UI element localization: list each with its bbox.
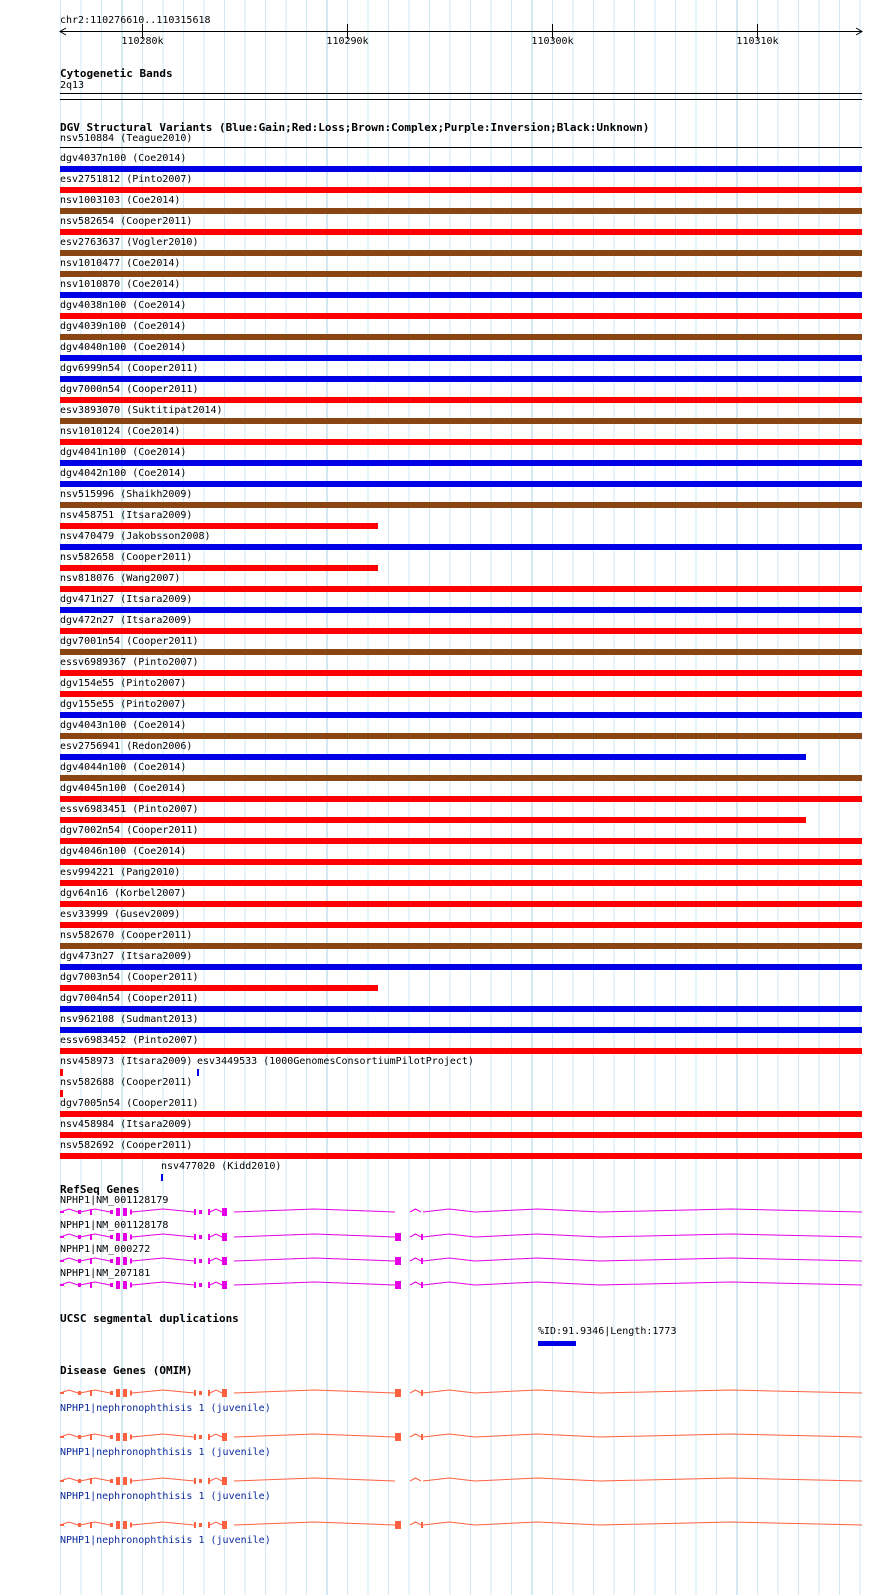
gene-exon	[222, 1233, 227, 1241]
gene-exon	[78, 1210, 81, 1214]
variant-label[interactable]: nsv1003103 (Coe2014)	[60, 195, 181, 206]
gene-exon	[110, 1259, 113, 1263]
gene-exon	[123, 1208, 127, 1216]
variant-label[interactable]: dgv4046n100 (Coe2014)	[60, 846, 187, 857]
gene-exon	[130, 1210, 132, 1215]
gene-exon	[130, 1479, 132, 1484]
refseq-transcript-label[interactable]: NPHP1|NM_000272	[60, 1244, 151, 1255]
variant-bar[interactable]	[60, 712, 862, 718]
gene-exon	[110, 1283, 113, 1287]
gene-exon	[130, 1435, 132, 1440]
variant-bar[interactable]	[60, 355, 862, 361]
variant-label[interactable]: dgv4039n100 (Coe2014)	[60, 321, 187, 332]
refseq-track-title: RefSeq Genes	[60, 1183, 140, 1196]
gene-exon	[110, 1391, 113, 1395]
gene-exon	[222, 1433, 227, 1441]
variant-bar[interactable]	[60, 292, 862, 298]
variant-bar[interactable]	[60, 1153, 862, 1159]
gene-exon	[199, 1435, 202, 1439]
gene-exon	[116, 1257, 120, 1265]
variant-bar[interactable]	[60, 502, 862, 508]
variant-label[interactable]: dgv4044n100 (Coe2014)	[60, 762, 187, 773]
ruler-tick-label: 110280k	[121, 36, 164, 47]
variant-label-secondary[interactable]: esv3449533 (1000GenomesConsortiumPilotProject)	[197, 1056, 474, 1067]
gene-intron-line	[60, 1282, 862, 1285]
variant-label[interactable]: esv33999 (Gusev2009)	[60, 909, 181, 920]
gene-exon	[130, 1235, 132, 1240]
gene-exon	[123, 1389, 127, 1397]
gene-exon	[78, 1523, 81, 1527]
refseq-transcript-label[interactable]: NPHP1|NM_001128179	[60, 1195, 169, 1206]
gene-exon	[60, 1236, 64, 1238]
dgv-bottom-feature[interactable]	[161, 1174, 163, 1181]
variant-label[interactable]: dgv7003n54 (Cooper2011)	[60, 972, 199, 983]
variant-label[interactable]: nsv582654 (Cooper2011)	[60, 216, 193, 227]
gene-exon	[199, 1210, 202, 1214]
variant-bar[interactable]	[60, 964, 862, 970]
refseq-transcript-model[interactable]	[0, 1275, 890, 1295]
gene-intron-line	[60, 1209, 862, 1212]
variant-bar-secondary[interactable]	[197, 1069, 199, 1076]
gene-exon	[60, 1284, 64, 1286]
variant-bar[interactable]	[60, 1132, 862, 1138]
gene-exon	[421, 1390, 423, 1396]
gene-exon	[90, 1478, 92, 1484]
variant-label[interactable]: dgv7005n54 (Cooper2011)	[60, 1098, 199, 1109]
variant-bar[interactable]	[60, 649, 862, 655]
gene-exon	[90, 1234, 92, 1240]
gene-exon	[421, 1282, 423, 1288]
gene-exon	[199, 1391, 202, 1395]
gene-exon	[60, 1211, 64, 1213]
gene-exon	[110, 1523, 113, 1527]
variant-label[interactable]: dgv4045n100 (Coe2014)	[60, 783, 187, 794]
cytoband-label[interactable]: 2q13	[60, 80, 85, 91]
gene-intron-line	[60, 1522, 862, 1525]
variant-bar[interactable]	[60, 523, 378, 529]
gene-exon	[90, 1209, 92, 1215]
variant-bar[interactable]	[60, 922, 862, 928]
gene-intron-line	[60, 1478, 862, 1481]
variant-label[interactable]: nsv458984 (Itsara2009)	[60, 1119, 193, 1130]
variant-label[interactable]: essv6989367 (Pinto2007)	[60, 657, 199, 668]
segdup-feature-bar[interactable]	[538, 1341, 576, 1346]
omim-gene-model[interactable]	[0, 1427, 890, 1447]
cytoband-track-title: Cytogenetic Bands	[60, 67, 173, 80]
variant-label[interactable]: esv2751812 (Pinto2007)	[60, 174, 193, 185]
gene-exon	[130, 1283, 132, 1288]
variant-bar[interactable]	[60, 1048, 862, 1054]
variant-bar[interactable]	[60, 439, 862, 445]
variant-bar[interactable]	[60, 670, 862, 676]
gene-exon	[123, 1281, 127, 1289]
variant-label[interactable]: dgv4037n100 (Coe2014)	[60, 153, 187, 164]
variant-bar[interactable]	[60, 460, 862, 466]
gene-exon	[110, 1235, 113, 1239]
gene-exon	[194, 1258, 196, 1264]
variant-bar[interactable]	[60, 607, 862, 613]
gene-exon	[194, 1282, 196, 1288]
variant-bar[interactable]	[60, 628, 862, 634]
variant-bar[interactable]	[60, 565, 378, 571]
gene-exon	[222, 1477, 227, 1485]
gene-exon	[199, 1479, 202, 1483]
gene-exon	[194, 1522, 196, 1528]
gene-exon	[116, 1477, 120, 1485]
gene-exon	[194, 1434, 196, 1440]
gene-exon	[222, 1521, 227, 1529]
gene-exon	[130, 1391, 132, 1396]
gene-exon	[116, 1433, 120, 1441]
variant-label[interactable]: nsv962108 (Sudmant2013)	[60, 1014, 199, 1025]
ruler-tick-label: 110290k	[326, 36, 369, 47]
omim-gene-model[interactable]	[0, 1383, 890, 1403]
gene-exon	[60, 1480, 64, 1482]
variant-bar[interactable]	[60, 901, 862, 907]
gene-exon	[194, 1390, 196, 1396]
gene-exon	[78, 1283, 81, 1287]
omim-gene-model[interactable]	[0, 1471, 890, 1491]
variant-bar[interactable]	[60, 943, 862, 949]
gene-exon	[222, 1257, 227, 1265]
gene-exon	[208, 1390, 210, 1396]
gene-exon	[208, 1282, 210, 1288]
variant-bar[interactable]	[60, 1027, 862, 1033]
gene-exon	[116, 1281, 120, 1289]
gene-exon	[194, 1234, 196, 1240]
gene-exon	[110, 1210, 113, 1214]
gene-exon	[90, 1258, 92, 1264]
variant-bar[interactable]	[60, 229, 862, 235]
gene-exon	[116, 1389, 120, 1397]
variant-label[interactable]: nsv458973 (Itsara2009)	[60, 1056, 193, 1067]
variant-label[interactable]: dgv4042n100 (Coe2014)	[60, 468, 187, 479]
variant-bar[interactable]	[60, 985, 378, 991]
variant-label[interactable]: nsv458751 (Itsara2009)	[60, 510, 193, 521]
variant-label[interactable]: nsv582670 (Cooper2011)	[60, 930, 193, 941]
variant-label[interactable]: nsv582658 (Cooper2011)	[60, 552, 193, 563]
dgv-top-feature-line[interactable]	[60, 147, 862, 148]
gene-exon	[123, 1257, 127, 1265]
gene-exon	[90, 1434, 92, 1440]
variant-bar[interactable]	[60, 481, 862, 487]
dgv-track-title: DGV Structural Variants (Blue:Gain;Red:Loss;Brown:Complex;Purple:Inversion;Black:Unknown)	[60, 121, 650, 134]
variant-label[interactable]: essv6983451 (Pinto2007)	[60, 804, 199, 815]
gene-exon	[78, 1235, 81, 1239]
gene-exon	[421, 1522, 423, 1528]
gene-exon	[123, 1521, 127, 1529]
gene-intron-line	[60, 1390, 862, 1393]
gene-exon	[60, 1392, 64, 1394]
gene-exon	[116, 1521, 120, 1529]
gene-exon	[199, 1283, 202, 1287]
gene-exon	[395, 1233, 401, 1241]
variant-label[interactable]: dgv154e55 (Pinto2007)	[60, 678, 187, 689]
variant-label[interactable]: dgv7001n54 (Cooper2011)	[60, 636, 199, 647]
variant-bar[interactable]	[60, 250, 862, 256]
variant-bar[interactable]	[60, 418, 862, 424]
gene-exon	[78, 1435, 81, 1439]
variant-bar[interactable]	[60, 187, 862, 193]
variant-bar[interactable]	[60, 733, 862, 739]
gene-exon	[421, 1234, 423, 1240]
variant-bar[interactable]	[60, 880, 862, 886]
gene-exon	[395, 1389, 401, 1397]
variant-bar[interactable]	[60, 859, 862, 865]
ruler-tick-label: 110310k	[736, 36, 779, 47]
gene-exon	[110, 1435, 113, 1439]
variant-bar[interactable]	[60, 691, 862, 697]
variant-label[interactable]: dgv471n27 (Itsara2009)	[60, 594, 193, 605]
variant-label[interactable]: nsv582692 (Cooper2011)	[60, 1140, 193, 1151]
refseq-transcript-label[interactable]: NPHP1|NM_001128178	[60, 1220, 169, 1231]
omim-gene-label[interactable]: NPHP1|nephronophthisis 1 (juvenile)	[60, 1447, 271, 1458]
variant-label[interactable]: dgv7000n54 (Cooper2011)	[60, 384, 199, 395]
gene-exon	[90, 1282, 92, 1288]
variant-label[interactable]: nsv515996 (Shaikh2009)	[60, 489, 193, 500]
gene-exon	[208, 1258, 210, 1264]
variant-label[interactable]: esv994221 (Pang2010)	[60, 867, 181, 878]
refseq-transcript-label[interactable]: NPHP1|NM_207181	[60, 1268, 151, 1279]
omim-gene-model[interactable]	[0, 1515, 890, 1535]
variant-bar[interactable]	[60, 817, 806, 823]
variant-bar[interactable]	[60, 544, 862, 550]
gene-exon	[199, 1523, 202, 1527]
variant-bar[interactable]	[60, 313, 862, 319]
gene-exon	[395, 1433, 401, 1441]
gene-exon	[123, 1233, 127, 1241]
gene-exon	[90, 1390, 92, 1396]
variant-label[interactable]: nsv1010124 (Coe2014)	[60, 426, 181, 437]
gene-exon	[222, 1208, 227, 1216]
omim-gene-label[interactable]: NPHP1|nephronophthisis 1 (juvenile)	[60, 1491, 271, 1502]
variant-label[interactable]: esv2763637 (Vogler2010)	[60, 237, 199, 248]
variant-label[interactable]: dgv473n27 (Itsara2009)	[60, 951, 193, 962]
track-divider	[60, 99, 862, 100]
position-ruler[interactable]	[0, 0, 890, 60]
gene-exon	[199, 1235, 202, 1239]
segdup-track-title: UCSC segmental duplications	[60, 1312, 239, 1325]
gene-exon	[110, 1479, 113, 1483]
omim-track-title: Disease Genes (OMIM)	[60, 1364, 193, 1377]
gene-exon	[130, 1259, 132, 1264]
gene-exon	[421, 1434, 423, 1440]
gene-exon	[116, 1233, 120, 1241]
gene-exon	[222, 1389, 227, 1397]
gene-exon	[130, 1523, 132, 1528]
variant-label[interactable]: dgv64n16 (Korbel2007)	[60, 888, 187, 899]
gene-exon	[421, 1258, 423, 1264]
gene-exon	[208, 1434, 210, 1440]
variant-label[interactable]: nsv582688 (Cooper2011)	[60, 1077, 193, 1088]
segdup-feature-label[interactable]: %ID:91.9346|Length:1773	[538, 1326, 677, 1337]
variant-label[interactable]: nsv1010870 (Coe2014)	[60, 279, 181, 290]
gene-exon	[395, 1281, 401, 1289]
refseq-transcript-model[interactable]	[0, 1202, 890, 1222]
gene-exon	[90, 1522, 92, 1528]
variant-bar[interactable]	[60, 271, 862, 277]
variant-label[interactable]: dgv4040n100 (Coe2014)	[60, 342, 187, 353]
variant-bar[interactable]	[60, 397, 862, 403]
gene-exon	[123, 1477, 127, 1485]
variant-bar[interactable]	[60, 1090, 63, 1097]
variant-label[interactable]: esv2756941 (Redon2006)	[60, 741, 193, 752]
variant-label[interactable]: dgv7004n54 (Cooper2011)	[60, 993, 199, 1004]
variant-label[interactable]: dgv472n27 (Itsara2009)	[60, 615, 193, 626]
location-label: chr2:110276610..110315618	[60, 15, 211, 26]
gene-exon	[123, 1433, 127, 1441]
variant-bar[interactable]	[60, 1006, 862, 1012]
gene-exon	[116, 1208, 120, 1216]
variant-bar[interactable]	[60, 796, 862, 802]
cytoband-line	[60, 93, 862, 94]
gene-exon	[208, 1234, 210, 1240]
variant-bar[interactable]	[60, 166, 862, 172]
variant-bar[interactable]	[60, 376, 862, 382]
variant-label[interactable]: dgv4043n100 (Coe2014)	[60, 720, 187, 731]
variant-label[interactable]: dgv4041n100 (Coe2014)	[60, 447, 187, 458]
omim-gene-label[interactable]: NPHP1|nephronophthisis 1 (juvenile)	[60, 1403, 271, 1414]
gene-exon	[395, 1521, 401, 1529]
gene-exon	[208, 1522, 210, 1528]
ruler-tick-label: 110300k	[531, 36, 574, 47]
variant-label[interactable]: nsv818076 (Wang2007)	[60, 573, 181, 584]
variant-label[interactable]: nsv1010477 (Coe2014)	[60, 258, 181, 269]
gene-exon	[60, 1260, 64, 1262]
dgv-bottom-label[interactable]: nsv477020 (Kidd2010)	[161, 1161, 282, 1172]
gene-intron-line	[60, 1434, 862, 1437]
variant-bar[interactable]	[60, 1069, 63, 1076]
omim-gene-label[interactable]: NPHP1|nephronophthisis 1 (juvenile)	[60, 1535, 271, 1546]
variant-bar[interactable]	[60, 775, 862, 781]
variant-label[interactable]: dgv6999n54 (Cooper2011)	[60, 363, 199, 374]
variant-label[interactable]: esv3893070 (Suktitipat2014)	[60, 405, 223, 416]
dgv-top-label[interactable]: nsv510884 (Teague2010)	[60, 133, 193, 144]
gene-exon	[60, 1524, 64, 1526]
gene-exon	[208, 1209, 210, 1215]
variant-bar[interactable]	[60, 1111, 862, 1117]
variant-bar[interactable]	[60, 838, 862, 844]
variant-label[interactable]: nsv470479 (Jakobsson2008)	[60, 531, 211, 542]
variant-bar[interactable]	[60, 586, 862, 592]
gene-exon	[78, 1479, 81, 1483]
gene-exon	[78, 1391, 81, 1395]
variant-bar[interactable]	[60, 208, 862, 214]
gene-exon	[222, 1281, 227, 1289]
gene-exon	[395, 1257, 401, 1265]
variant-label[interactable]: dgv7002n54 (Cooper2011)	[60, 825, 199, 836]
gene-exon	[78, 1259, 81, 1263]
variant-label[interactable]: dgv4038n100 (Coe2014)	[60, 300, 187, 311]
variant-bar[interactable]	[60, 334, 862, 340]
variant-bar[interactable]	[60, 754, 806, 760]
gene-exon	[208, 1478, 210, 1484]
gene-exon	[199, 1259, 202, 1263]
gene-intron-line	[60, 1234, 862, 1237]
variant-label[interactable]: essv6983452 (Pinto2007)	[60, 1035, 199, 1046]
gene-intron-line	[60, 1258, 862, 1261]
gene-exon	[194, 1478, 196, 1484]
gene-exon	[194, 1209, 196, 1215]
variant-label[interactable]: dgv155e55 (Pinto2007)	[60, 699, 187, 710]
gene-exon	[60, 1436, 64, 1438]
